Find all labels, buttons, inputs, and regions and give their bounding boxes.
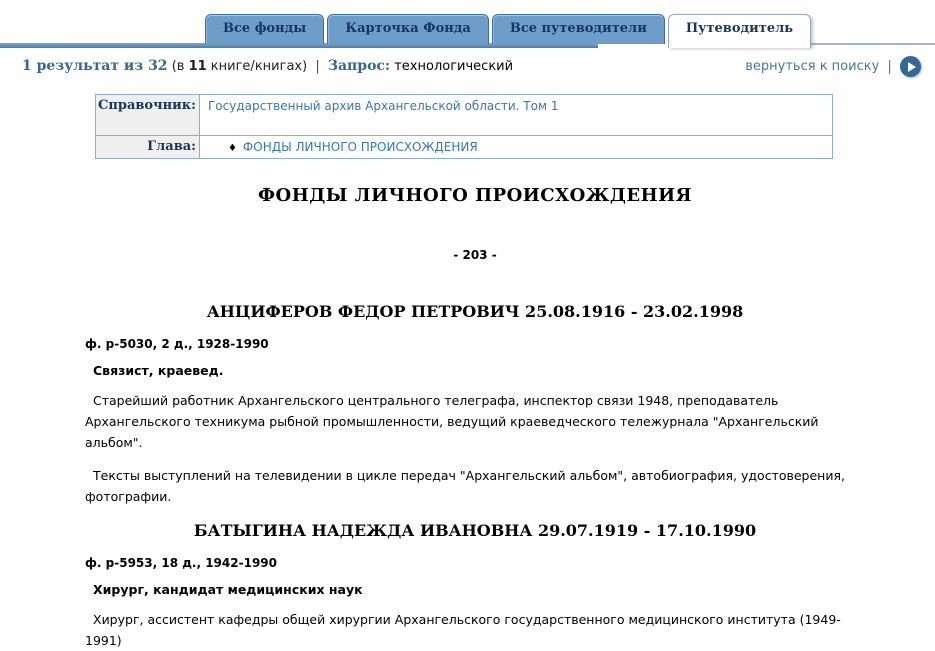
books-note-suffix: книге/книгах): [206, 59, 308, 74]
query-label: Запрос:: [327, 58, 391, 74]
entry-paragraph: Хирург, ассистент кафедры общей хирургии Архангельского государственного медицинского института (1949-1991): [85, 612, 841, 648]
table-row-chapter: [96, 136, 833, 159]
entry-heading: БАТЫГИНА НАДЕЖДА ИВАНОВНА 29.07.1919 - 17.10.1990: [193, 521, 757, 540]
entry-paragraph: Старейший работник Архангельского центрального телеграфа, инспектор связи 1948, преподаватель Архангельского техникума рыбной промышленности, ведущий краеведческого тележурнала "Архангельский альбом".: [85, 393, 819, 450]
play-icon: [908, 62, 916, 72]
document-title: ФОНДЫ ЛИЧНОГО ПРОИСХОЖДЕНИЯ: [257, 185, 692, 206]
next-result-button[interactable]: [900, 56, 921, 77]
document-view: [0, 185, 935, 651]
chapter-label: Глава:: [96, 136, 200, 159]
results-separator: |: [315, 59, 320, 74]
role-line: Связист, краевед.: [93, 363, 224, 378]
results-right-actions: [745, 56, 921, 77]
books-count: 11: [188, 59, 207, 74]
query-value: технологический: [394, 59, 514, 74]
books-note-prefix: (в: [171, 59, 189, 74]
fond-line: ф. р-5953, 18 д., 1942-1990: [85, 556, 277, 570]
chapter-value-cell: [199, 136, 832, 159]
entry-paragraph: Тексты выступлений на телевидении в цикле передач "Архангельский альбом", автобиография, удостоверения, фотографии.: [85, 468, 845, 504]
tab-strip: [0, 0, 935, 48]
results-count: 1 результат из 32: [22, 58, 168, 74]
right-separator: |: [887, 58, 892, 75]
tab-all-funds[interactable]: Все фонды: [205, 14, 324, 44]
reference-label: Справочник:: [96, 95, 200, 136]
books-count-note: [172, 59, 307, 74]
tab-all-guides[interactable]: Все путеводители: [492, 14, 665, 44]
role-line: Хирург, кандидат медицинских наук: [93, 582, 363, 597]
tab-fund-card[interactable]: Карточка Фонда: [327, 14, 489, 44]
fund-entry: [85, 521, 865, 651]
page-number-marker: - 203 -: [453, 248, 497, 262]
info-table: [95, 94, 833, 159]
diamond-bullet-icon: ♦: [227, 143, 237, 154]
fond-line: ф. р-5030, 2 д., 1928-1990: [85, 337, 269, 351]
results-bar: [0, 48, 935, 80]
back-to-search-link[interactable]: вернуться к поиску: [745, 59, 880, 74]
reference-link[interactable]: Государственный архив Архангельской области. Том 1: [207, 99, 559, 113]
chapter-link[interactable]: ФОНДЫ ЛИЧНОГО ПРОИСХОЖДЕНИЯ: [242, 140, 478, 154]
entry-heading: АНЦИФЕРОВ ФЕДОР ПЕТРОВИЧ 25.08.1916 - 23.02.1998: [206, 302, 744, 321]
reference-value-cell: [199, 95, 832, 136]
table-row-reference: [96, 95, 833, 136]
fund-entry: [85, 302, 865, 507]
tabs-container: [205, 14, 935, 48]
tab-guide[interactable]: Путеводитель: [668, 14, 811, 48]
